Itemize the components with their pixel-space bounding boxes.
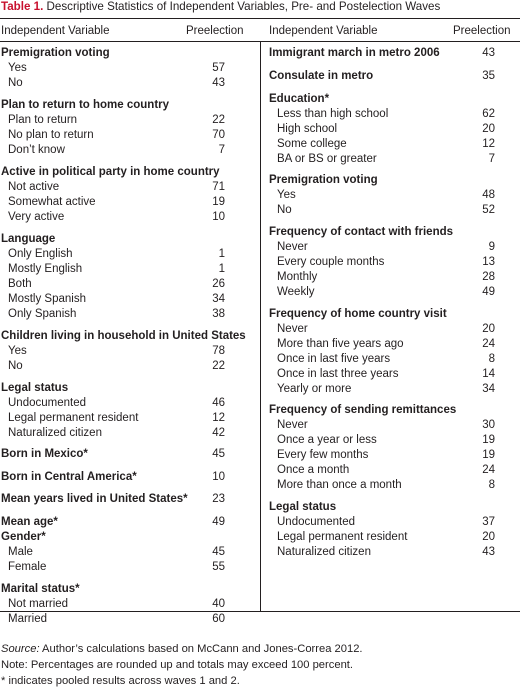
- preelection-value: 7: [488, 153, 495, 165]
- right-row: [0, 285, 520, 300]
- category-label: Once in last five years: [277, 353, 391, 365]
- right-row: [0, 500, 520, 515]
- right-row: [0, 403, 520, 418]
- section-heading: Active in political party in home country: [1, 166, 220, 178]
- preelection-value: 22: [212, 114, 225, 126]
- preelection-value: 49: [482, 286, 495, 298]
- right-row: [0, 69, 520, 84]
- right-row: [0, 433, 520, 448]
- category-label: Mostly Spanish: [8, 293, 86, 305]
- right-row: [0, 137, 520, 152]
- preelection-value: 46: [212, 397, 225, 409]
- category-label: Plan to return: [8, 114, 78, 126]
- right-row: [0, 382, 520, 397]
- header-right-variable: Independent Variable: [269, 25, 378, 37]
- header-left-preelection: Preelection: [186, 25, 244, 37]
- category-label: Monthly: [277, 271, 318, 283]
- right-row: [0, 173, 520, 188]
- category-label: Only Spanish: [8, 308, 77, 320]
- preelection-value: 30: [482, 419, 495, 431]
- preelection-value: 35: [482, 70, 495, 82]
- section-heading: Education*: [269, 93, 330, 105]
- preelection-value: 23: [212, 493, 225, 505]
- right-row: [0, 122, 520, 137]
- right-row: [0, 188, 520, 203]
- category-label: Married: [8, 613, 47, 625]
- preelection-value: 43: [212, 77, 225, 89]
- section-heading: Frequency of sending remittances: [269, 404, 457, 416]
- preelection-value: 78: [212, 345, 225, 357]
- right-row: [0, 322, 520, 337]
- right-row: [0, 367, 520, 382]
- category-label: Mostly English: [8, 263, 83, 275]
- preelection-value: 70: [212, 129, 225, 141]
- right-row: [0, 307, 520, 322]
- category-label: Male: [8, 546, 33, 558]
- preelection-value: 19: [482, 434, 495, 446]
- preelection-value: 8: [488, 479, 495, 491]
- section-heading: Consulate in metro: [269, 70, 374, 82]
- section-heading: Born in Central America*: [1, 471, 137, 483]
- preelection-value: 9: [488, 241, 495, 253]
- header-right-preelection: Preelection: [453, 25, 511, 37]
- header-left-variable: Independent Variable: [1, 25, 110, 37]
- preelection-value: 8: [488, 353, 495, 365]
- category-label: High school: [277, 123, 338, 135]
- preelection-value: 12: [482, 138, 495, 150]
- category-label: Very active: [8, 211, 65, 223]
- category-label: Weekly: [277, 286, 315, 298]
- category-label: Not active: [8, 181, 60, 193]
- section-heading: Immigrant march in metro 2006: [269, 47, 440, 59]
- preelection-value: 19: [212, 196, 225, 208]
- category-label: Yes: [8, 62, 27, 74]
- category-label: Not married: [8, 598, 69, 610]
- right-row: [0, 418, 520, 433]
- preelection-value: 20: [482, 323, 495, 335]
- preelection-value: 34: [212, 293, 225, 305]
- preelection-value: 1: [218, 263, 225, 275]
- category-label: No: [277, 204, 292, 216]
- category-label: Every couple months: [277, 256, 385, 268]
- top-rule: [0, 18, 520, 19]
- left-row: [0, 560, 520, 575]
- category-label: Undocumented: [277, 516, 355, 528]
- category-label: Once a year or less: [277, 434, 377, 446]
- preelection-value: 45: [212, 546, 225, 558]
- asterisk-note: * indicates pooled results across waves 1 and 2.: [1, 675, 240, 687]
- source-note: [1, 642, 363, 657]
- section-heading: Marital status*: [1, 583, 80, 595]
- preelection-value: 12: [212, 412, 225, 424]
- preelection-value: 20: [482, 123, 495, 135]
- preelection-value: 71: [212, 181, 225, 193]
- category-label: Yearly or more: [277, 383, 352, 395]
- section-heading: Frequency of home country visit: [269, 308, 447, 320]
- preelection-value: 34: [482, 383, 495, 395]
- preelection-value: 14: [482, 368, 495, 380]
- right-row: [0, 107, 520, 122]
- left-row: [0, 597, 520, 612]
- source-text: Author’s calculations based on McCann and Jones-Correa 2012.: [39, 643, 363, 655]
- category-label: Both: [8, 278, 32, 290]
- category-label: Legal permanent resident: [8, 412, 139, 424]
- preelection-value: 24: [482, 338, 495, 350]
- preelection-value: 42: [212, 427, 225, 439]
- category-label: Some college: [277, 138, 347, 150]
- section-heading: Born in Mexico*: [1, 448, 88, 460]
- category-label: Don’t know: [8, 144, 65, 156]
- right-row: [0, 225, 520, 240]
- preelection-value: 1: [218, 248, 225, 260]
- category-label: No plan to return: [8, 129, 94, 141]
- preelection-value: 28: [482, 271, 495, 283]
- category-label: Legal permanent resident: [277, 531, 408, 543]
- left-row: [0, 582, 520, 597]
- section-heading: Mean years lived in United States*: [1, 493, 188, 505]
- category-label: Naturalized citizen: [277, 546, 371, 558]
- table-title: [1, 0, 440, 14]
- preelection-value: 7: [218, 144, 225, 156]
- preelection-value: 49: [212, 516, 225, 528]
- category-label: Every few months: [277, 449, 369, 461]
- category-label: No: [8, 77, 23, 89]
- category-label: More than five years ago: [277, 338, 404, 350]
- section-heading: Legal status: [269, 501, 337, 513]
- preelection-value: 10: [212, 211, 225, 223]
- left-row: [0, 612, 520, 627]
- section-heading: Premigration voting: [1, 47, 110, 59]
- preelection-value: 43: [482, 546, 495, 558]
- right-row: [0, 152, 520, 167]
- right-row: [0, 448, 520, 463]
- preelection-value: 20: [482, 531, 495, 543]
- category-label: Somewhat active: [8, 196, 96, 208]
- right-row: [0, 240, 520, 255]
- right-row: [0, 337, 520, 352]
- table-caption: Descriptive Statistics of Independent Variables, Pre- and Postelection Waves: [43, 0, 441, 13]
- preelection-value: 55: [212, 561, 225, 573]
- right-row: [0, 203, 520, 218]
- preelection-value: 37: [482, 516, 495, 528]
- category-label: Naturalized citizen: [8, 427, 102, 439]
- category-label: Never: [277, 323, 308, 335]
- right-row: [0, 530, 520, 545]
- right-row: [0, 255, 520, 270]
- right-row: [0, 478, 520, 493]
- preelection-value: 52: [482, 204, 495, 216]
- category-label: Once a month: [277, 464, 350, 476]
- category-label: Female: [8, 561, 47, 573]
- preelection-value: 26: [212, 278, 225, 290]
- preelection-value: 22: [212, 360, 225, 372]
- category-label: Never: [277, 241, 308, 253]
- section-heading: Premigration voting: [269, 174, 378, 186]
- category-label: BA or BS or greater: [277, 153, 377, 165]
- right-row: [0, 92, 520, 107]
- preelection-value: 62: [482, 108, 495, 120]
- preelection-value: 43: [482, 47, 495, 59]
- preelection-value: 38: [212, 308, 225, 320]
- preelection-value: 57: [212, 62, 225, 74]
- preelection-value: 60: [212, 613, 225, 625]
- preelection-value: 10: [212, 471, 225, 483]
- section-heading: Gender*: [1, 531, 46, 543]
- category-label: More than once a month: [277, 479, 402, 491]
- right-row: [0, 545, 520, 560]
- right-row: [0, 270, 520, 285]
- category-label: Undocumented: [8, 397, 86, 409]
- category-label: Yes: [277, 189, 296, 201]
- section-heading: Language: [1, 233, 56, 245]
- preelection-value: 45: [212, 448, 225, 460]
- section-heading: Mean age*: [1, 516, 58, 528]
- section-heading: Children living in household in United States: [1, 330, 246, 342]
- percent-note: Note: Percentages are rounded up and totals may exceed 100 percent.: [1, 659, 354, 671]
- category-label: No: [8, 360, 23, 372]
- category-label: Yes: [8, 345, 27, 357]
- category-label: Never: [277, 419, 308, 431]
- preelection-value: 40: [212, 598, 225, 610]
- section-heading: Frequency of contact with friends: [269, 226, 454, 238]
- category-label: Once in last three years: [277, 368, 399, 380]
- right-row: [0, 46, 520, 61]
- section-heading: Plan to return to home country: [1, 99, 170, 111]
- right-row: [0, 515, 520, 530]
- bottom-rule: [0, 611, 520, 612]
- right-row: [0, 463, 520, 478]
- section-heading: Legal status: [1, 382, 69, 394]
- preelection-value: 19: [482, 449, 495, 461]
- table-number: Table 1.: [1, 0, 44, 13]
- preelection-value: 48: [482, 189, 495, 201]
- preelection-value: 24: [482, 464, 495, 476]
- preelection-value: 13: [482, 256, 495, 268]
- source-label: Source:: [1, 643, 40, 655]
- category-label: Only English: [8, 248, 73, 260]
- right-row: [0, 352, 520, 367]
- category-label: Less than high school: [277, 108, 389, 120]
